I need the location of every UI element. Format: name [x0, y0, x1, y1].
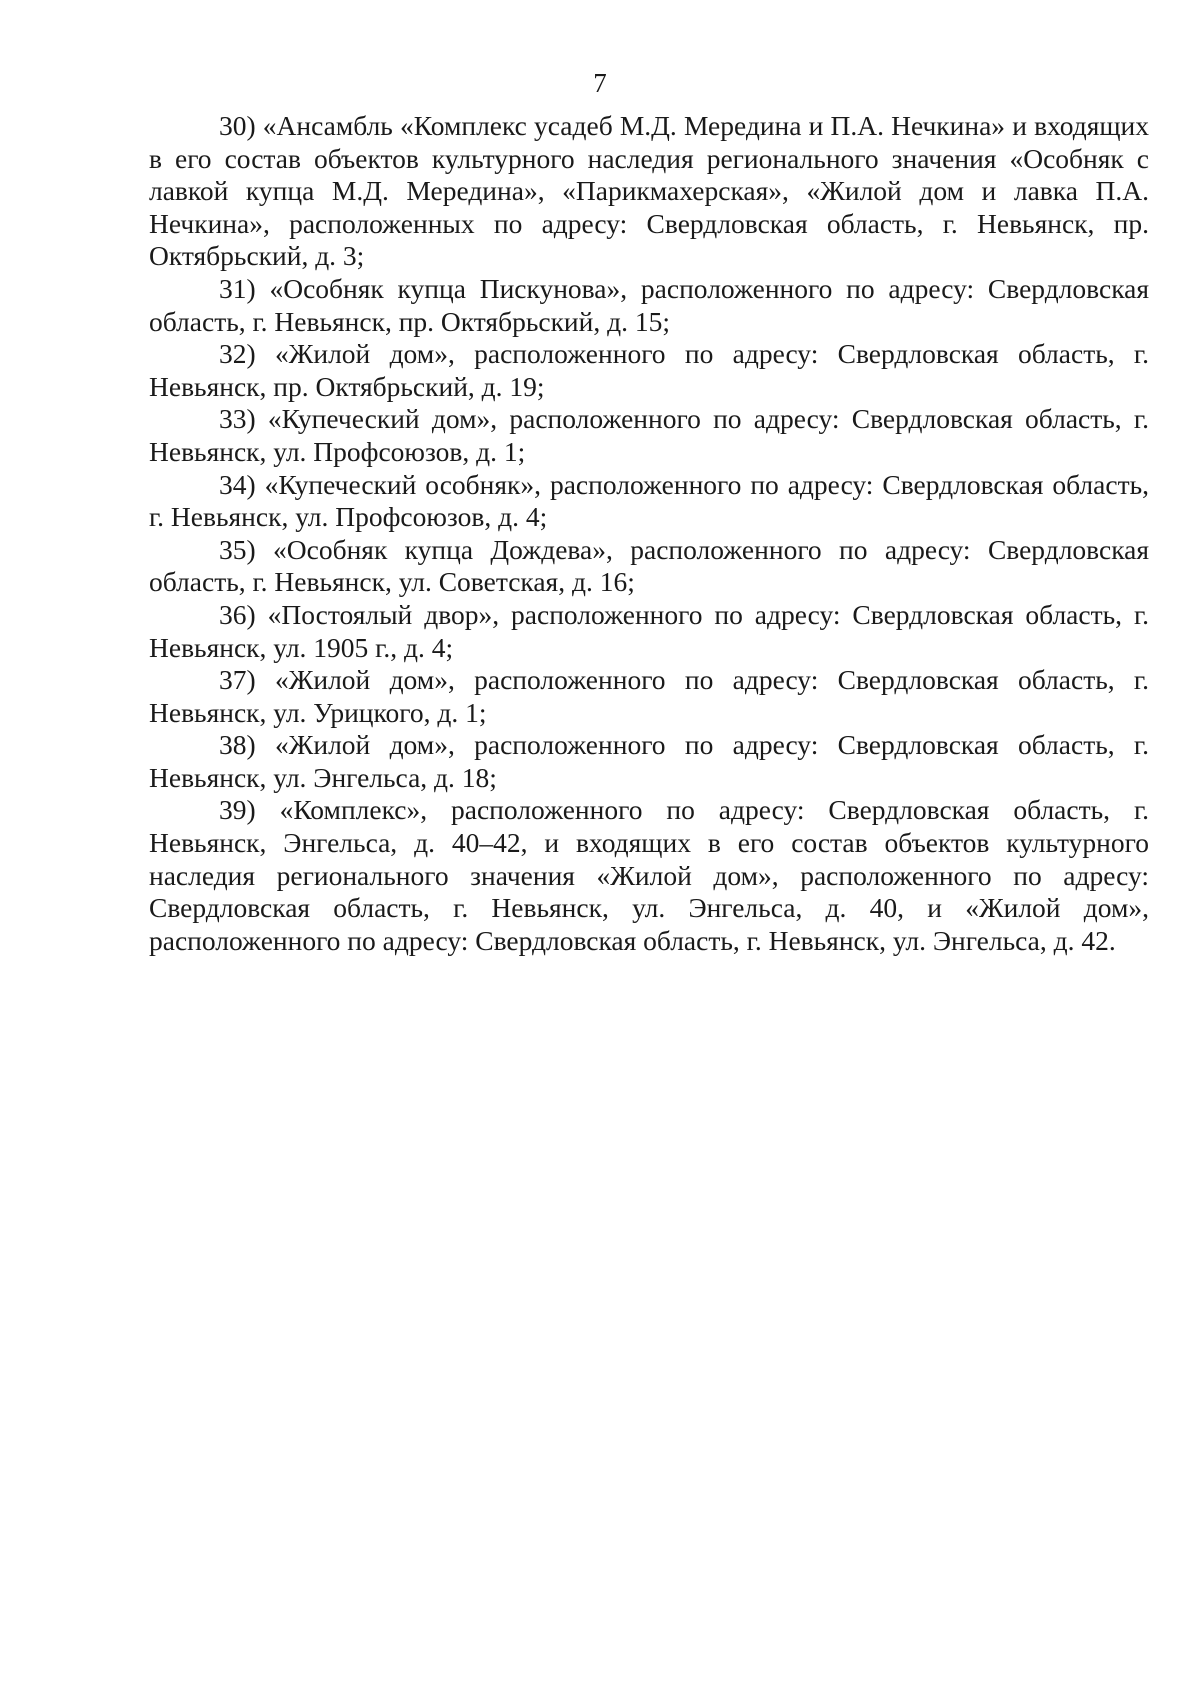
list-item-31: 31) «Особняк купца Пискунова», расположенного по адресу: Свердловская область, г. Невьянск, пр. Октябрьский, д. 15; — [149, 272, 1149, 337]
list-item-34: 34) «Купеческий особняк», расположенного по адресу: Свердловская область, г. Невьянск, ул. Профсоюзов, д. 4; — [149, 468, 1149, 533]
list-item-30: 30) «Ансамбль «Комплекс усадеб М.Д. Мередина и П.А. Нечкина» и входящих в его состав объектов культурного наследия регионального значения «Особняк с лавкой купца М.Д. Мередина», «Парикмахерская», «Жилой дом и лавка П.А. Нечкина», расположенных по адресу: Свердловская область, г. Невьянск, пр. Октябрьский, д. 3; — [149, 110, 1149, 272]
list-item-33: 33) «Купеческий дом», расположенного по адресу: Свердловская область, г. Невьянск, ул. Профсоюзов, д. 1; — [149, 403, 1149, 467]
list-item-35: 35) «Особняк купца Дождева», расположенного по адресу: Свердловская область, г. Невьянск, ул. Советская, д. 16; — [149, 533, 1149, 598]
list-item-37: 37) «Жилой дом», расположенного по адресу: Свердловская область, г. Невьянск, ул. Урицкого, д. 1; — [149, 664, 1149, 728]
document-body — [149, 110, 1149, 957]
list-item-39: 39) «Комплекс», расположенного по адресу: Свердловская область, г. Невьянск, Энгельса, д. 40–42, и входящих в его состав объектов культурного наследия регионального значения «Жилой дом», расположенного по адресу: Свердловская область, г. Невьянск, ул. Энгельса, д. 40, и «Жилой дом», расположенного по адресу: Свердловская область, г. Невьянск, ул. Энгельса, д. 42. — [149, 794, 1149, 956]
list-item-36: 36) «Постоялый двор», расположенного по адресу: Свердловская область, г. Невьянск, ул. 1905 г., д. 4; — [149, 598, 1149, 663]
list-item-38: 38) «Жилой дом», расположенного по адресу: Свердловская область, г. Невьянск, ул. Энгельса, д. 18; — [149, 729, 1149, 793]
page-number: 7 — [593, 68, 607, 98]
list-item-32: 32) «Жилой дом», расположенного по адресу: Свердловская область, г. Невьянск, пр. Октябрьский, д. 19; — [149, 338, 1149, 402]
